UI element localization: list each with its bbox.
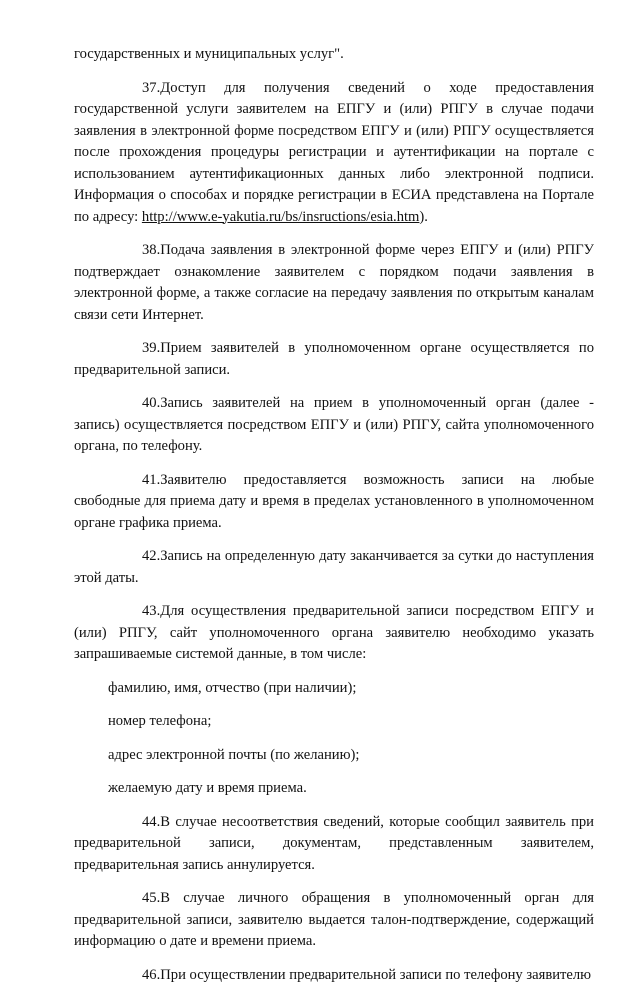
intro-tail (74, 44, 594, 66)
paragraph-text: Запись на определенную дату заканчивается за сутки до наступления этой даты. (74, 548, 594, 586)
paragraph-number: 44. (142, 813, 161, 830)
esia-instructions-link[interactable]: http://www.e-yakutia.ru/bs/insructions/esia.htm (141, 208, 420, 225)
list-item (74, 678, 594, 700)
paragraph-46 (74, 965, 594, 987)
paragraph-text: В случае несоответствия сведений, которые сообщил заявитель при предварительной записи, документам, представленным заявителем, предварительная запись аннулируется. (74, 813, 594, 873)
list-item-text: желаемую дату и время приема. (108, 780, 307, 796)
list-item-text: номер телефона; (108, 713, 212, 729)
paragraph-number: 46. (142, 966, 161, 983)
document-body (74, 44, 594, 998)
paragraph-text: Для осуществления предварительной записи посредством ЕПГУ и (или) РПГУ, сайт уполномоченного органа заявителю необходимо указать запрашиваемые системой данные, в том числе: (74, 603, 594, 662)
paragraph-40 (74, 393, 594, 458)
paragraph-42 (74, 546, 594, 589)
paragraph-text-tail: ). (419, 208, 428, 225)
paragraph-number: 43. (142, 603, 161, 619)
paragraph-43 (74, 601, 594, 666)
paragraph-number: 41. (142, 471, 161, 488)
list-item (74, 778, 594, 800)
paragraph-number: 38. (142, 242, 161, 258)
paragraph-45 (74, 888, 594, 953)
paragraph-text: Доступ для получения сведений о ходе предоставления государственной услуги заявителем на ЕПГУ и (или) РПГУ в случае подачи заявления в электронной форме посредством ЕПГУ и (или) РПГУ осуществляется после прохождения процедуры регистрации и аутентификации на портале с использованием аутентификационных данных либо электронной подписи. Информация о способах и порядке регистрации в ЕСИА представлена на Портале по адресу: (74, 79, 594, 225)
list-item (74, 745, 594, 767)
paragraph-39 (74, 338, 594, 381)
paragraph-number: 37. (142, 79, 161, 96)
paragraph-number: 45. (142, 890, 161, 906)
paragraph-37 (74, 78, 594, 229)
list-item-text: фамилию, имя, отчество (при наличии); (108, 679, 357, 696)
paragraph-41 (74, 470, 594, 535)
paragraph-text: В случае личного обращения в уполномоченный орган для предварительной записи, заявителю выдается талон-подтверждение, содержащий информацию о дате и времени приема. (74, 890, 594, 949)
list-item-text: адрес электронной почты (по желанию); (108, 746, 360, 763)
paragraph-text: Подача заявления в электронной форме через ЕПГУ и (или) РПГУ подтверждает ознакомление заявителем с порядком подачи заявления в электронной форме, а также согласие на передачу заявления по открытым каналам связи сети Интернет. (74, 242, 594, 323)
paragraph-text: Запись заявителей на прием в уполномоченный орган (далее - запись) осуществляется посредством ЕПГУ и (или) РПГУ, сайта уполномоченного органа, по телефону. (74, 395, 594, 454)
paragraph-text: Заявителю предоставляется возможность записи на любые свободные для приема дату и время в пределах установленного в уполномоченном органе графика приема. (74, 471, 594, 531)
paragraph-44 (74, 812, 594, 877)
paragraph-text: При осуществлении предварительной записи по телефону заявителю (160, 966, 592, 983)
paragraph-number: 40. (142, 395, 161, 411)
paragraph-number: 42. (142, 548, 161, 564)
paragraph-number: 39. (142, 340, 161, 356)
paragraph-38 (74, 240, 594, 326)
paragraph-text: Прием заявителей в уполномоченном органе осуществляется по предварительной записи. (74, 340, 594, 378)
list-item (74, 711, 594, 733)
intro-tail-text: государственных и муниципальных услуг". (74, 46, 344, 62)
